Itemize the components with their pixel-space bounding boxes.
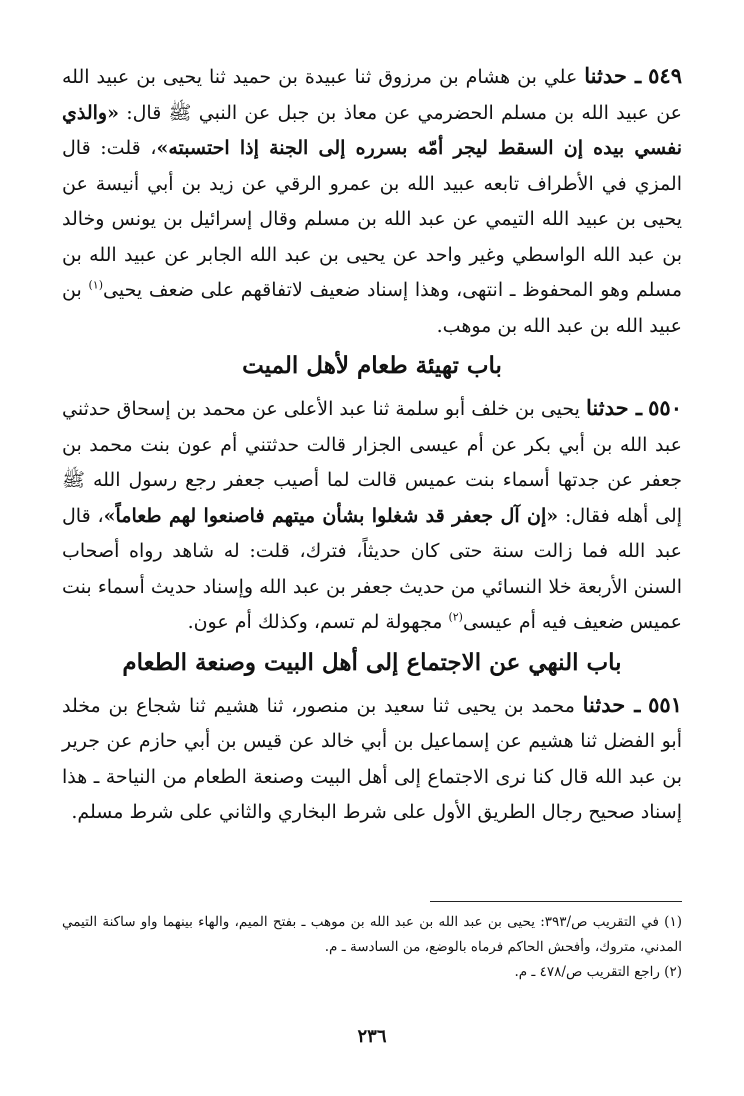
hadith-number: ٥٥١ (648, 691, 682, 717)
hadith-commentary-end: بن عبيد الله بن عبد الله بن موهب. (62, 279, 682, 337)
hadith-number: ٥٥٠ (648, 395, 682, 420)
hadith-commentary: ، قال عبد الله فما زالت سنة حتى كان حديثاً، فترك، قلت: له شاهد رواه أصحاب السنن الأربعة خلا النسائي من حديث جعفر بن عبد الله وإسناد حديث أسماء بنت عميس ضعيف فيه أم عيسى (62, 504, 682, 633)
footnote-ref-1[interactable]: (١) (88, 278, 104, 292)
footnotes (62, 910, 682, 985)
hadith-550 (62, 390, 682, 641)
hadith-text: علي بن هشام بن مرزوق ثنا عبيدة بن حميد ثنا يحيى بن عبيد الله عن عبيد الله بن مسلم الحضرمي عن معاذ بن جبل عن النبي ﷺ قال: (62, 66, 682, 124)
hadith-commentary: ، قلت: قال المزي في الأطراف تابعه عبيد الله بن عمرو الرقي عن زيد بن أبي أنيسة عن يحيى بن عبيد الله التيمي عن عبد الله بن مسلم وقال إسرائيل بن يونس وخالد بن عبد الله الواسطي وغير واحد عن يحيى بن عبد الله الجابر عن عبيد الله بن مسلم وهو المحفوظ ـ انتهى، وهذا إسناد ضعيف لاتفاقهم على ضعف يحيى (62, 137, 683, 301)
haddathana-word: ـ حدثنا (586, 395, 643, 420)
footnote-2: (٢) راجع التقريب ص/٤٧٨ ـ م. (514, 964, 682, 980)
hadith-549 (62, 58, 682, 344)
footnote-divider (430, 901, 682, 902)
hadith-number: ٥٤٩ (648, 63, 682, 88)
haddathana-word: ـ حدثنا (584, 63, 642, 88)
chapter-heading-gathering: باب النهي عن الاجتماع إلى أهل البيت وصنعة الطعام (122, 648, 622, 676)
hadith-matn: «والذي نفسي بيده إن السقط ليجر أمّه بسرره إلى الجنة إذا احتسبته» (62, 101, 682, 159)
hadith-text: محمد بن يحيى ثنا سعيد بن منصور، ثنا هشيم ثنا شجاع بن مخلد أبو الفضل ثنا هشيم عن إسماعيل بن أبي خالد عن قيس بن أبي حازم عن جرير بن عبد الله قال كنا نرى الاجتماع إلى أهل البيت وصنعة الطعام من النياحة ـ هذا إسناد صحيح رجال الطريق الأول على شرط البخاري والثاني على شرط مسلم. (62, 694, 682, 823)
haddathana-word: ـ حدثنا (582, 691, 641, 717)
hadith-commentary-end: مجهولة لم تسم، وكذلك أم عون. (187, 611, 449, 633)
footnote-1: (١) في التقريب ص/٣٩٣: يحيى بن عبد الله بن عبد الله بن موهب ـ بفتح الميم، والهاء بينهما واو ساكنة التيمي المدني، متروك، وأفحش الحاكم فرماه بالوضع، من السادسة ـ م. (62, 914, 682, 955)
chapter-heading-food: باب تهيئة طعام لأهل الميت (242, 352, 502, 379)
hadith-551 (62, 687, 682, 831)
hadith-text: يحيى بن خلف أبو سلمة ثنا عبد الأعلى عن محمد بن إسحاق حدثني عبد الله بن أبي بكر عن أم عيسى الجزار قالت حدثتني أم عون بنت محمد بن جعفر عن جدتها أسماء بنت عميس قالت لما أصيب جعفر رجع رسول الله ﷺ إلى أهله فقال: (62, 398, 682, 527)
main-text (62, 58, 682, 831)
footnote-ref-2[interactable]: (٢) (448, 610, 463, 624)
page-number: ٢٣٦ (357, 1026, 387, 1047)
hadith-matn: «إن آل جعفر قد شغلوا بشأن ميتهم فاصنعوا لهم طعاماً» (103, 504, 559, 527)
